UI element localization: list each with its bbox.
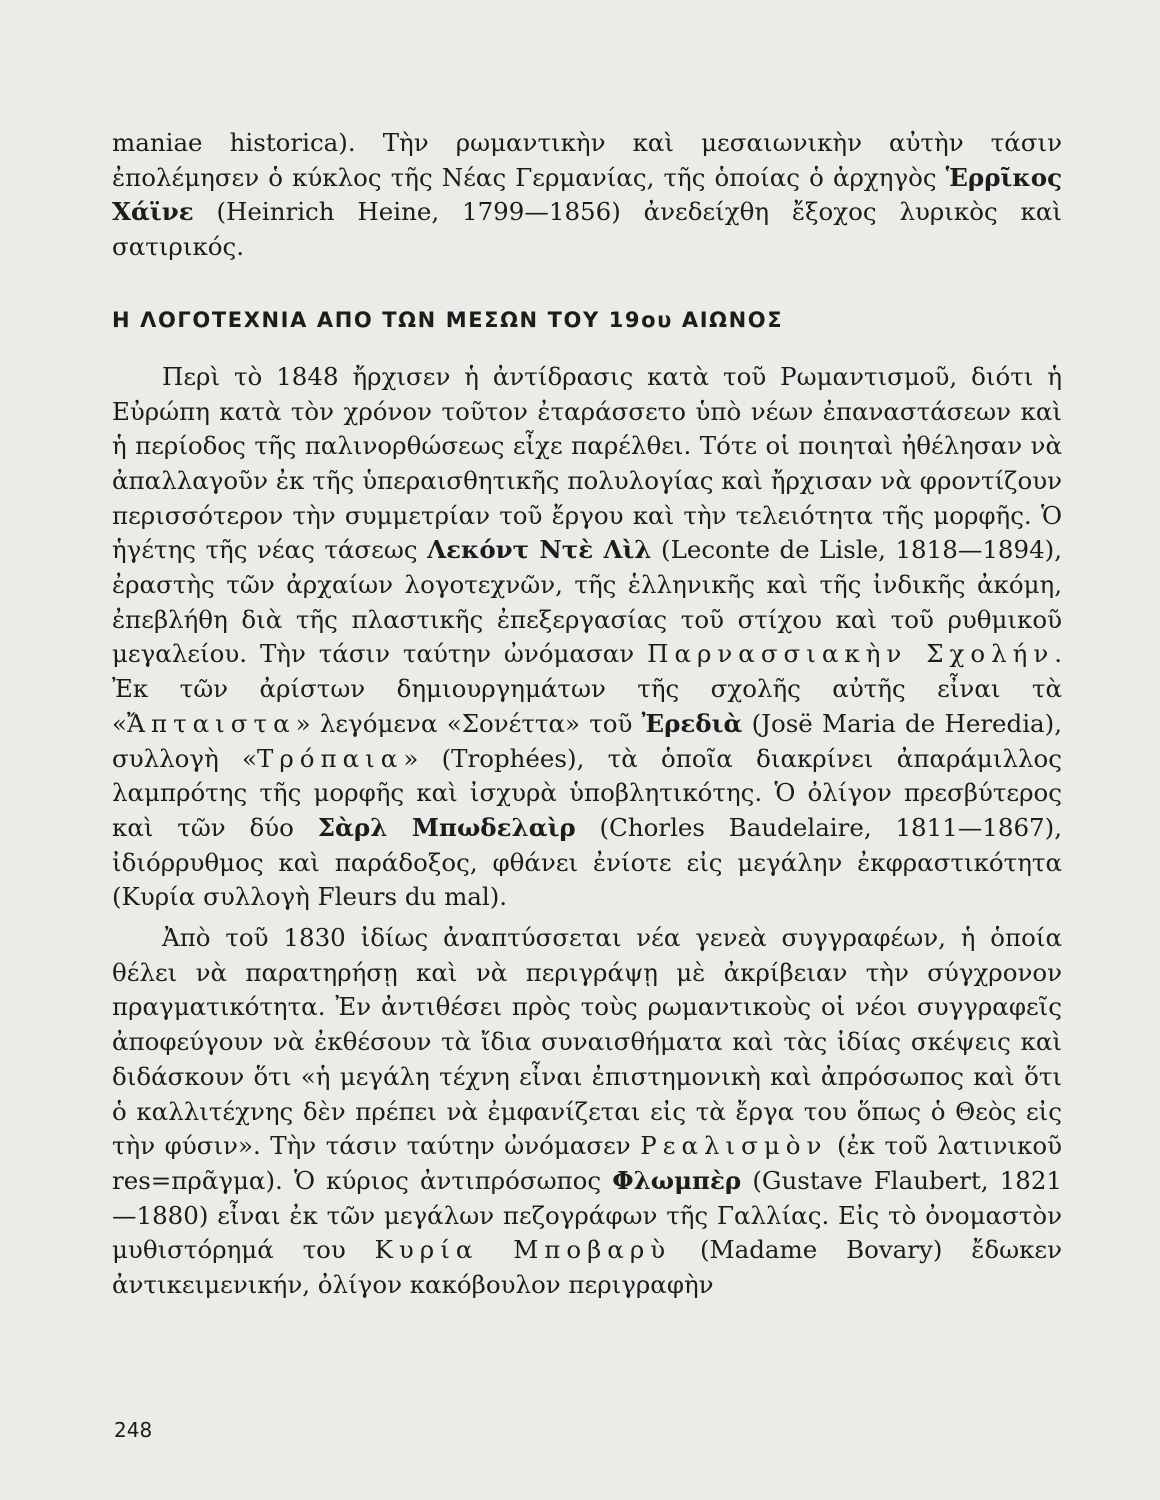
name-baudelaire: Σὰρλ Μπωδελαὶρ: [317, 812, 576, 842]
section-heading: Η ΛΟΓΟΤΕΧΝΙΑ ΑΠΟ ΤΩΝ ΜΕΣΩΝ ΤΟΥ 19ου ΑΙΩΝΟΣ: [112, 307, 784, 332]
name-heredia: Ἐρεδιὰ: [641, 708, 743, 738]
paragraph-parnassian: Περὶ τὸ 1848 ἤρχισεν ἡ ἀντίδρασις κατὰ τοῦ Ρωμαντισμοῦ, διότι ἡ Εὐρώπη κατὰ τὸν χρόνον τοῦτον ἐταράσσετο ὑπὸ νέων ἐπαναστάσεων καὶ ἡ περίοδος τῆς παλινορθώσεως εἶχε παρέλθει. Τότε οἱ ποιηταὶ ἠθέλησαν νὰ ἀπαλλαγοῦν ἐκ τῆς ὑπεραισθητικῆς πολυλογίας καὶ ἤρχισαν νὰ φροντίζουν περισσότερον τὴν συμμετρίαν τοῦ ἔργου καὶ τὴν τελειότητα τῆς μορφῆς. Ὁ ἡγέτης τῆς νέας τάσεως Λεκόντ Ντὲ Λὶλ (Leconte de Lisle, 1818—1894), ἐραστὴς τῶν ἀρχαίων λογοτεχνῶν, τῆς ἑλληνικῆς καὶ τῆς ἰνδικῆς ἀκόμη, ἐπεβλήθη διὰ τῆς πλαστικῆς ἐπεξεργασίας τοῦ στίχου καὶ τοῦ ρυθμικοῦ μεγαλείου. Τὴν τάσιν ταύτην ὠνόμασαν Παρνασσιακὴν Σχολήν. Ἐκ τῶν ἀρίστων δημιουργημάτων τῆς σχολῆς αὐτῆς εἶναι τὰ «Ἄπταιστα» λεγόμενα «Σονέττα» τοῦ Ἐρεδιὰ (Josë Maria de Heredia), συλλογὴ «Τρόπαια» (Trophées), τὰ ὁποῖα διακρίνει ἀπαράμιλλος λαμπρότης τῆς μορφῆς καὶ ἰσχυρὰ ὑποβλητικότης. Ὁ ὀλίγον πρεσβύτερος καὶ τῶν δύο Σὰρλ Μπωδελαὶρ (Chorles Baudelaire, 1811—1867), ἰδιόρρυθμος καὶ παράδοξος, φθάνει ἐνίοτε εἰς μεγάλην ἐκφραστικότητα (Κυρία συλλογὴ Fleurs du mal).: [112, 361, 1063, 912]
paragraph-heine: maniae historica). Τὴν ρωμαντικὴν καὶ μεσαιωνικὴν αὐτὴν τάσιν ἐπολέμησεν ὁ κύκλος τῆς Νέας Γερμανίας, τῆς ὁποίας ὁ ἀρχηγὸς Ἑρρῖκος Χάϊνε (Heinrich Heine, 1799—1856) ἀνεδείχθη ἔξοχος λυρικὸς καὶ σατιρικός.: [112, 128, 1062, 262]
paragraph-realism: Ἀπὸ τοῦ 1830 ἰδίως ἀναπτύσσεται νέα γενεὰ συγγραφέων, ἡ ὁποία θέλει νὰ παρατηρήσῃ καὶ νὰ περιγράψῃ μὲ ἀκρίβειαν τὴν σύγχρονον πραγματικότητα. Ἐν ἀντιθέσει πρὸς τοὺς ρωμαντικοὺς οἱ νέοι συγγραφεῖς ἀποφεύγουν νὰ ἐκθέσουν τὰ ἴδια συναισθήματα καὶ τὰς ἰδίας σκέψεις καὶ διδάσκουν ὅτι «ἡ μεγάλη τέχνη εἶναι ἐπιστημονικὴ καὶ ἀπρόσωπος καὶ ὅτι ὁ καλλιτέχνης δὲν πρέπει νὰ ἐμφανίζεται εἰς τὰ ἔργα του ὅπως ὁ Θεὸς εἰς τὴν φύσιν». Τὴν τάσιν ταύτην ὠνόμασεν Ρεαλισμὸν (ἐκ τοῦ λατινικοῦ res=πρᾶγμα). Ὁ κύριος ἀντιπρόσωπος Φλωμπὲρ (Gustave Flaubert, 1821—1880) εἶναι ἐκ τῶν μεγάλων πεζογράφων τῆς Γαλλίας. Εἰς τὸ ὀνομαστὸν μυθιστόρημά του Κυρία Μποβαρὺ (Madame Bovary) ἔδωκεν ἀντικειμενικήν, ὀλίγον κακόβουλον περιγραφὴν: [112, 923, 1063, 1300]
term-madame-bovary: Κυρία Μποβαρὺ: [374, 1235, 672, 1265]
term-tropaia: Τρόπαια: [257, 743, 404, 773]
term-aptaista: Ἄπταιστα: [127, 708, 296, 738]
page-number: 248: [114, 1418, 153, 1442]
page-body: [112, 126, 1062, 1303]
quote-art: ἡ μεγάλη τέχνη εἶναι ἐπιστημονικὴ καὶ ἀπρόσωπος καὶ ὅτι ὁ καλλιτέχνης δὲν πρέπει νὰ ἐμφανίζεται εἰς τὰ ἔργα του ὅπως ὁ Θεὸς εἰς τὴν φύσιν: [112, 1061, 1063, 1161]
name-leconte: Λεκόντ Ντὲ Λὶλ: [427, 535, 652, 565]
name-heine: Ἑρρῖκος Χάϊνε: [112, 162, 1062, 227]
term-realism: Ρεαλισμὸν: [640, 1131, 828, 1161]
term-parnassian-school: Παρνασσιακὴν Σχολήν: [647, 639, 1055, 669]
name-flaubert: Φλωμπὲρ: [612, 1165, 742, 1195]
